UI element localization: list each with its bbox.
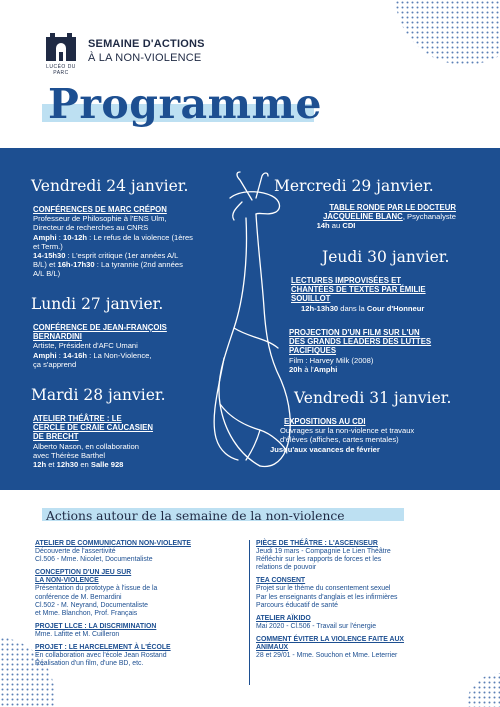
dotted-circle-top-right bbox=[380, 0, 500, 70]
action-heading[interactable]: CONCEPTION D'UN JEU SUR bbox=[35, 569, 132, 577]
event-block-mardi-28 bbox=[33, 414, 263, 469]
actions-left-column bbox=[35, 540, 245, 673]
action-item: ATELIER DE COMMUNICATION NON-VIOLENTE Découverte de l'assertivité Cl.506 - Mme. Nicolet, Documentaliste bbox=[35, 540, 245, 564]
event-line: et Term.) bbox=[33, 241, 63, 251]
event-line: A/L B/L) bbox=[33, 269, 61, 279]
action-heading[interactable]: PROJET : LE HARCELEMENT À L'ÉCOLE bbox=[35, 644, 171, 652]
event-title-film-cont[interactable]: PACIFIQUES bbox=[289, 346, 337, 356]
event-line: 12h et 12h30 en Salle 928 bbox=[33, 460, 124, 470]
event-title-film-cont[interactable]: DES GRANDS LEADERS DES LUTTES bbox=[289, 337, 432, 347]
event-time: 12h-13h30 bbox=[301, 303, 339, 313]
action-heading[interactable]: ATELIER AÏKIDO bbox=[256, 614, 311, 622]
event-title-atelier-theatre[interactable]: ATELIER THÉÂTRE : LE bbox=[33, 414, 122, 423]
dotted-circle-bottom-right bbox=[452, 660, 500, 707]
schedule-panel bbox=[0, 148, 500, 490]
actions-title: Actions autour de la semaine de la non-violence bbox=[46, 509, 345, 523]
action-item: PIÈCE DE THÉÂTRE : L'ASCENSEUR Jeudi 19 mars - Compagnie Le Lien Théâtre Réfléchir sur les rapports de forces et les relations de pouvoir bbox=[256, 540, 471, 572]
event-title-lectures-cont[interactable]: CHANTÉES DE TEXTES PAR ÉMILIE bbox=[291, 285, 426, 295]
action-heading[interactable]: PIÈCE DE THÉÂTRE : L'ASCENSEUR bbox=[256, 540, 378, 547]
event-title-bernardini[interactable]: CONFÉRENCE DE JEAN-FRANÇOIS bbox=[33, 323, 167, 332]
day-heading-lundi-27: Lundi 27 janvier. bbox=[31, 295, 164, 313]
event-title-lectures[interactable]: LECTURES IMPROVISÉES ET bbox=[291, 276, 402, 285]
event-time: 14-15h30 bbox=[33, 251, 66, 261]
event-line: d'élèves (affiches, cartes mentales) bbox=[280, 435, 399, 445]
event-line: Amphi : 10-12h : Le refus de la violence (1ères bbox=[33, 232, 193, 242]
action-item: PROJET LLCE : LA DISCRIMINATION Mme. Lafitte et M. Cuilleron bbox=[35, 623, 245, 639]
event-line: ça s'apprend bbox=[33, 359, 77, 369]
day-heading-vendredi-24: Vendredi 24 janvier. bbox=[31, 177, 189, 195]
action-heading-cont[interactable]: LA NON-VIOLENCE bbox=[35, 577, 99, 585]
event-line: Amphi : 14-16h : La Non-Violence, bbox=[33, 350, 152, 360]
action-heading[interactable]: ATELIER DE COMMUNICATION NON-VIOLENTE bbox=[35, 540, 191, 547]
event-title-atelier-theatre-cont[interactable]: DE BRECHT bbox=[33, 432, 79, 442]
event-title-film[interactable]: PROJECTION D'UN FILM SUR L'UN bbox=[289, 328, 420, 337]
venue-amphi: Amphi bbox=[313, 364, 338, 374]
day-heading-mercredi-29: Mercredi 29 janvier. bbox=[274, 177, 434, 195]
event-title-lectures-cont[interactable]: SOUILLOT bbox=[291, 294, 331, 304]
action-heading-cont[interactable]: ANIMAUX bbox=[256, 644, 289, 652]
event-title-expositions[interactable]: EXPOSITIONS AU CDI bbox=[284, 417, 366, 426]
event-line: Artiste, Président d'AFC Umani bbox=[33, 341, 138, 351]
action-item: TEA CONSENT Projet sur le thème du consentement sexuel Par les enseignants d'anglais et les infirmières Parcours éducatif de santé bbox=[256, 577, 471, 609]
event-block-jeudi-30 bbox=[291, 276, 471, 313]
event-line: 20h à l'Amphi bbox=[289, 364, 338, 374]
event-block-mercredi-29: TABLE RONDE PAR LE DOCTEUR JACQUELINE BLANC, Psychanalyste 14h au CDI bbox=[256, 203, 456, 231]
event-title-atelier-theatre-cont[interactable]: CERCLE DE CRAIE CAUCASIEN bbox=[33, 423, 153, 433]
event-block-vendredi-31 bbox=[270, 417, 470, 454]
day-heading-mardi-28: Mardi 28 janvier. bbox=[31, 386, 166, 404]
column-divider bbox=[249, 540, 250, 685]
action-heading[interactable]: PROJET LLCE : LA DISCRIMINATION bbox=[35, 622, 157, 630]
actions-right-column bbox=[256, 540, 471, 665]
action-item: CONCEPTION D'UN JEU SUR LA NON-VIOLENCE Présentation du prototype à l'issue de la conférence de M. Bernardini Cl.502 - M. Neyrand, Documentaliste et Mme. Blanchon, Prof. Français bbox=[35, 569, 245, 618]
event-line: Professeur de Philosophie à l'ENS Ulm, bbox=[33, 214, 167, 224]
venue-cdi: CDI bbox=[342, 221, 356, 231]
event-time: 10-12h bbox=[62, 232, 88, 242]
event-title-blanc[interactable]: JACQUELINE BLANC bbox=[323, 212, 403, 222]
event-line: Directeur de recherches au CNRS bbox=[33, 223, 149, 233]
event-time: 20h bbox=[289, 364, 303, 374]
event-line: Ouvrages sur la non-violence et travaux bbox=[280, 426, 415, 436]
action-item: COMMENT ÉVITER LA VIOLENCE FAITE AUX ANIMAUX 28 et 29/01 - Mme. Souchon et Mme. Leterrier bbox=[256, 636, 471, 660]
event-time: 14-16h bbox=[62, 350, 88, 360]
event-line: 12h-13h30 dans la Cour d'Honneur bbox=[301, 303, 425, 313]
venue-amphi: Amphi bbox=[33, 350, 57, 360]
action-item: ATELIER AÏKIDO Mai 2020 - Cl.506 - Travail sur l'énergie bbox=[256, 615, 471, 631]
event-line: Film : Harvey Milk (2008) bbox=[289, 355, 374, 365]
event-line: B/L) et 16h-17h30 : La tyrannie (2nd années bbox=[33, 260, 183, 270]
school-logo-icon bbox=[44, 33, 78, 63]
venue-cour: Cour d'Honneur bbox=[366, 303, 425, 313]
page-title: Programme bbox=[48, 80, 322, 128]
event-time: 12h30 bbox=[56, 460, 79, 470]
event-line: 14h au CDI bbox=[316, 221, 356, 231]
event-subtitle: À LA NON-VIOLENCE bbox=[88, 52, 202, 64]
venue-amphi: Amphi bbox=[33, 232, 57, 242]
event-title: SEMAINE D'ACTIONS bbox=[88, 38, 205, 50]
event-block-lundi-27 bbox=[33, 323, 263, 369]
event-title-bernardini-cont[interactable]: BERNARDINI bbox=[33, 332, 82, 342]
venue-room: Salle 928 bbox=[90, 460, 124, 470]
event-title-table-ronde[interactable]: TABLE RONDE PAR LE DOCTEUR bbox=[329, 203, 456, 212]
logo-text: LUCÉO DU PARC bbox=[46, 64, 76, 76]
event-time: 14h bbox=[316, 221, 330, 231]
action-heading[interactable]: COMMENT ÉVITER LA VIOLENCE FAITE AUX bbox=[256, 635, 405, 643]
action-heading[interactable]: TEA CONSENT bbox=[256, 577, 306, 585]
day-heading-jeudi-30: Jeudi 30 janvier. bbox=[322, 248, 450, 266]
event-line: 14-15h30 : L'esprit critique (1er années A/L bbox=[33, 251, 179, 261]
event-title-crepon[interactable]: CONFÉRENCES DE MARC CRÉPON bbox=[33, 205, 167, 214]
event-block-film bbox=[289, 328, 469, 374]
event-line: avec Thérèse Barthel bbox=[33, 450, 106, 460]
event-time: 12h bbox=[33, 460, 47, 470]
event-line: Alberto Nason, en collaboration bbox=[33, 441, 139, 451]
action-item: PROJET : LE HARCELEMENT À L'ÉCOLE En collaboration avec l'école Jean Rostand Réalisation d'un film, d'une BD, etc. bbox=[35, 644, 245, 668]
event-block-vendredi-24 bbox=[33, 205, 263, 279]
event-time: 16h-17h30 bbox=[57, 260, 95, 270]
event-line: Jusqu'aux vacances de février bbox=[270, 444, 380, 454]
day-heading-vendredi-31: Vendredi 31 janvier. bbox=[294, 389, 452, 407]
